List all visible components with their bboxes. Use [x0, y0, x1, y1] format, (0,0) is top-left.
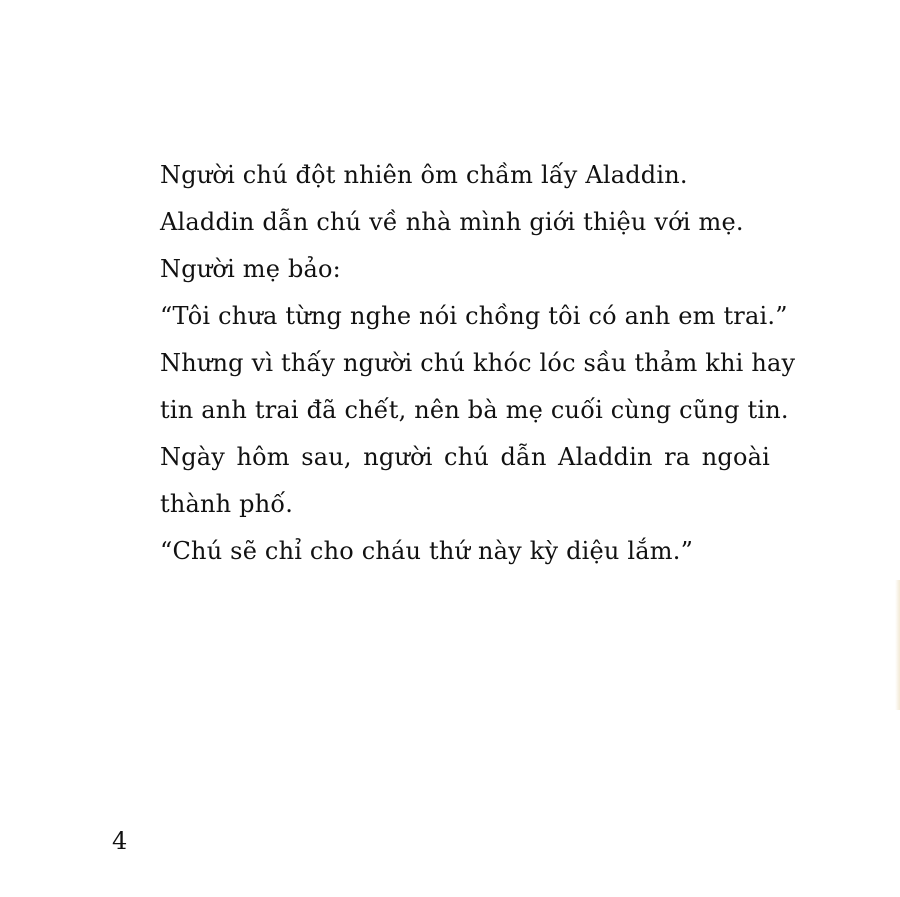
story-line-5: Nhưng vì thấy người chú khóc lóc sầu thảm khi hay	[160, 349, 796, 377]
story-line-4: “Tôi chưa từng nghe nói chồng tôi có anh em trai.”	[160, 302, 788, 330]
story-line-9: “Chú sẽ chỉ cho cháu thứ này kỳ diệu lắm.”	[160, 537, 694, 565]
story-line-2: Aladdin dẫn chú về nhà mình giới thiệu với mẹ.	[160, 208, 744, 236]
story-line-6: tin anh trai đã chết, nên bà mẹ cuối cùng cũng tin.	[160, 396, 789, 424]
story-line-1: Người chú đột nhiên ôm chầm lấy Aladdin.	[160, 161, 688, 189]
story-line-7: Ngày hôm sau, người chú dẫn Aladdin ra ngoài	[160, 443, 770, 471]
page-number: 4	[112, 827, 128, 855]
story-line-8: thành phố.	[160, 490, 294, 518]
page-edge-shade	[895, 580, 900, 710]
story-line-3: Người mẹ bảo:	[160, 255, 341, 283]
story-text	[160, 152, 800, 575]
